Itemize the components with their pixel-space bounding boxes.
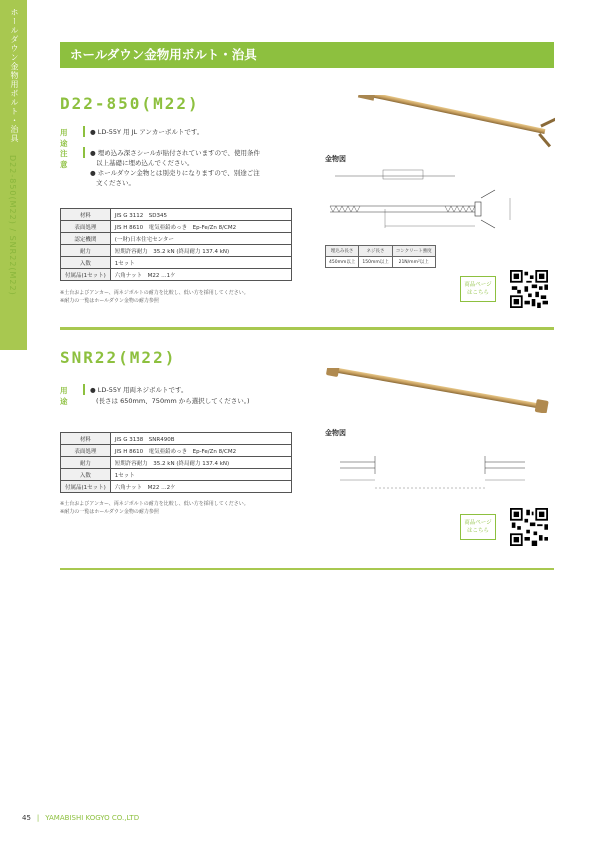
caution-line: 以上基礎に埋め込んでください。 [96, 159, 194, 167]
table-row [61, 257, 292, 269]
spec-key: 付属品(1セット) [61, 481, 111, 493]
spec-value: JIS H 8610 電気亜鉛めっき Ep-Fe/Zn 8/CM2 [110, 445, 291, 457]
table-row [61, 433, 292, 445]
spec-key: 表面処理 [61, 221, 111, 233]
spec-value: 1セット [110, 469, 291, 481]
dim-value: 150mm以上 [359, 257, 392, 268]
table-row [61, 457, 292, 469]
spec-value: 六角ナット M22 …1ケ [110, 269, 291, 281]
dim-header: ネジ長さ [359, 246, 392, 257]
spec-value: (一財)日本住宅センター [110, 233, 291, 245]
usage-key: 用途 [60, 128, 68, 148]
product1-page-link[interactable]: 商品ページ はこちら [460, 276, 496, 302]
table-row [61, 221, 292, 233]
usage-line: ● LD-55Y 用両ネジボルトです。 [90, 386, 188, 394]
product1-bolt-image [325, 95, 555, 150]
product1-dimension-table [325, 245, 436, 268]
table-row [61, 269, 292, 281]
spec-key: 付属品(1セット) [61, 269, 111, 281]
spec-value: 1セット [110, 257, 291, 269]
product1-spec-table [60, 208, 292, 281]
product2-note: ※耐力の一覧はホールダウン金物の耐力参照 [60, 509, 159, 515]
caution-line: 文ください。 [96, 179, 135, 187]
table-row [61, 233, 292, 245]
table-row [326, 257, 436, 268]
table-row [61, 245, 292, 257]
spec-value: 六角ナット M22 …2ケ [110, 481, 291, 493]
caution-key: 注意 [60, 149, 68, 169]
product2-page-link[interactable]: 商品ページ はこちら [460, 514, 496, 540]
usage-key: 用途 [60, 386, 68, 406]
product2-bolt-image [325, 368, 555, 413]
spec-key: 耐力 [61, 457, 111, 469]
table-row [326, 246, 436, 257]
product1-diagram-title: 金物図 [325, 155, 346, 163]
dim-header: 埋込み長さ [326, 246, 359, 257]
dim-header: コンクリート強度 [392, 246, 435, 257]
spec-key: 入数 [61, 469, 111, 481]
spec-key: 材料 [61, 209, 111, 221]
bottom-divider [60, 568, 554, 570]
product2-diagram-title: 金物図 [325, 429, 346, 437]
caution-line: ● ホールダウン金物とは別売りになりますので、別途ご注 [90, 169, 260, 177]
side-category-text: ホールダウン金物用ボルト・治具 [10, 8, 19, 143]
page-footer [22, 814, 139, 822]
spec-key: 材料 [61, 433, 111, 445]
product2-qr-code[interactable] [510, 508, 548, 546]
spec-key: 入数 [61, 257, 111, 269]
product2-technical-drawing [335, 450, 545, 495]
spec-value: JIS H 8610 電気亜鉛めっき Ep-Fe/Zn 8/CM2 [110, 221, 291, 233]
page-number: 45 [22, 814, 31, 822]
product1-note: ※土台およびアンカー、両ネジボルトの耐力を比較し、低い方を採用してください。 [60, 290, 249, 296]
product2-spec-table [60, 432, 292, 493]
side-product-text: D22-850(M22) / SNR22(M22) [8, 155, 17, 296]
spec-key: 耐力 [61, 245, 111, 257]
usage-text: ● LD-55Y 用 JL アンカーボルトです。 [90, 128, 204, 136]
dim-value: 21N/mm²以上 [392, 257, 435, 268]
section-header: ホールダウン金物用ボルト・治具 [60, 42, 554, 68]
product2-title: SNR22(M22) [60, 348, 177, 367]
spec-key: 認定機関 [61, 233, 111, 245]
dim-value: 450mm以上 [326, 257, 359, 268]
spec-value: JIS G 3138 SNR490B [110, 433, 291, 445]
spec-value: 短期許容耐力 35.2 kN (終局耐力 137.4 kN) [110, 245, 291, 257]
product2-note: ※土台およびアンカー、両ネジボルトの耐力を比較し、低い方を採用してください。 [60, 501, 249, 507]
caution-line: ● 埋め込み深さシールが貼付されていますので、使用条件 [90, 149, 260, 157]
product1-qr-code[interactable] [510, 270, 548, 308]
table-row [61, 481, 292, 493]
usage-line: (長さは 650mm、750mm から選択してください。) [96, 397, 250, 405]
table-row [61, 445, 292, 457]
spec-value: 短期許容耐力 35.2 kN (終局耐力 137.4 kN) [110, 457, 291, 469]
product1-technical-drawing [325, 168, 555, 240]
product1-note: ※耐力の一覧はホールダウン金物の耐力参照 [60, 298, 159, 304]
footer-separator: | [36, 814, 40, 822]
spec-value: JIS G 3112 SD345 [110, 209, 291, 221]
company-name: YAMABISHI KOGYO CO.,LTD [45, 814, 140, 822]
section-divider [60, 327, 554, 330]
table-row [61, 209, 292, 221]
spec-key: 表面処理 [61, 445, 111, 457]
product1-title: D22-850(M22) [60, 94, 200, 113]
table-row [61, 469, 292, 481]
